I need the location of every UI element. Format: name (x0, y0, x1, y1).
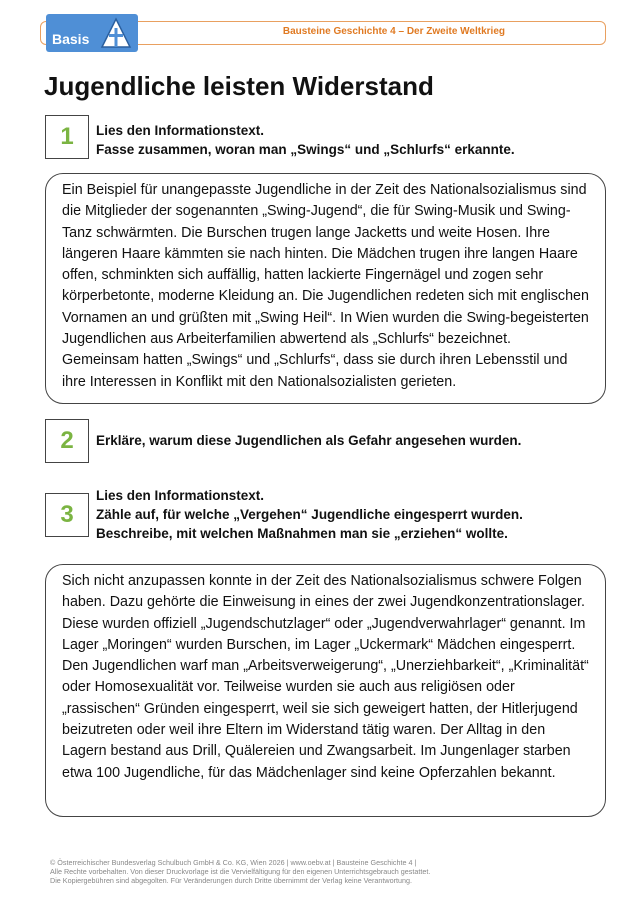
info-text-1: Ein Beispiel für unangepasste Jugendliche in der Zeit des Nationalsozialismus sind die Mitglieder der sogenannten „Swing-Jugend“, die für Swing-Musik und Swing-Tanz schwärmten. Die Burschen trugen lange Jacketts und weite Hosen. Ihre längeren Haare kämmten sie nach hinten. Die Mädchen trugen ihre langen Haare offen, schminkten sich auffällig, hatten lackierte Fingernägel und zogen sehr körperbetonte, moderne Kleidung an. Die Jugendlichen redeten sich mit englischen Vornamen an und grüßten mit „Swing Heil“. In Wien wurden die Swing-begeisterten Jugendlichen aus Arbeiterfamilien abwertend als „Schlurfs“ bezeichnet. Gemeinsam hatten „Swings“ und „Schlurfs“, dass sie durch ihren Lebensstil und ihre Interessen in Konflikt mit den Nationalsozialisten gerieten. (62, 182, 589, 390)
logo-text: Basis (52, 31, 90, 47)
task-number-1: 1 (45, 115, 89, 159)
footer-line: © Österreichischer Bundesverlag Schulbuch GmbH & Co. KG, Wien 2026 | www.oebv.at | Bausteine Geschichte 4 | (50, 858, 417, 867)
series-title: Bausteine Geschichte 4 – Der Zweite Weltkrieg (282, 26, 505, 37)
footer-line: Die Kopiergebühren sind abgegolten. Für Veränderungen durch Dritte übernimmt der Verlag keine Verantwortung. (50, 876, 412, 885)
footer-line: Alle Rechte vorbehalten. Von dieser Druckvorlage ist die Vervielfältigung für den eigenen Unterrichtsgebrauch gestattet. (50, 867, 431, 876)
page-title: Jugendliche leisten Widerstand (44, 71, 434, 101)
task-number-2: 2 (45, 419, 89, 463)
task-3-line: Lies den Informationstext. (96, 488, 265, 503)
info-text-box-2 (45, 564, 606, 817)
task-1-line: Fasse zusammen, woran man „Swings“ und „Schlurfs“ erkannte. (96, 142, 515, 157)
task-1-line: Lies den Informationstext. (96, 123, 265, 138)
task-1-instructions (96, 121, 515, 159)
info-text-box-1 (45, 173, 606, 404)
footer-copyright (50, 858, 430, 885)
triangle-logo-icon (100, 17, 132, 49)
task-2-instructions (96, 431, 521, 450)
task-3-instructions (96, 486, 523, 543)
basis-logo (46, 14, 138, 52)
task-number-3: 3 (45, 493, 89, 537)
task-3-line: Beschreibe, mit welchen Maßnahmen man sie „erziehen“ wollte. (96, 526, 508, 541)
task-2-line: Erkläre, warum diese Jugendlichen als Gefahr angesehen wurden. (96, 433, 522, 448)
info-text-2: Sich nicht anzupassen konnte in der Zeit des Nationalsozialismus schwere Folgen haben. Dazu gehörte die Einweisung in eines der zwei Jugendkonzentrationslager. Diese wurden offiziell „Jugendschutzlager“ oder „Jugendverwahrlager“ genannt. Im Lager „Moringen“ wurden Burschen, im Lager „Uckermark“ Mädchen eingesperrt. Den Jugendlichen warf man „Arbeitsverweigerung“, „Unerziehbarkeit“, „Kriminalität“ oder Homosexualität vor. Teilweise wurden sie auch aus religiösen oder „rassischen“ Gründen eingesperrt, weil sie sich geweigert hatten, der Hitlerjugend beizutreten oder weil ihre Eltern im Widerstand tätig waren. Der Alltag in den Lagern bestand aus Drill, Quälereien und Zwangsarbeit. Im Jungenlager starben etwa 100 Jugendliche, für das Mädchenlager sind keine Opferzahlen bekannt. (62, 573, 589, 781)
task-3-line: Zähle auf, für welche „Vergehen“ Jugendliche eingesperrt wurden. (96, 507, 523, 522)
